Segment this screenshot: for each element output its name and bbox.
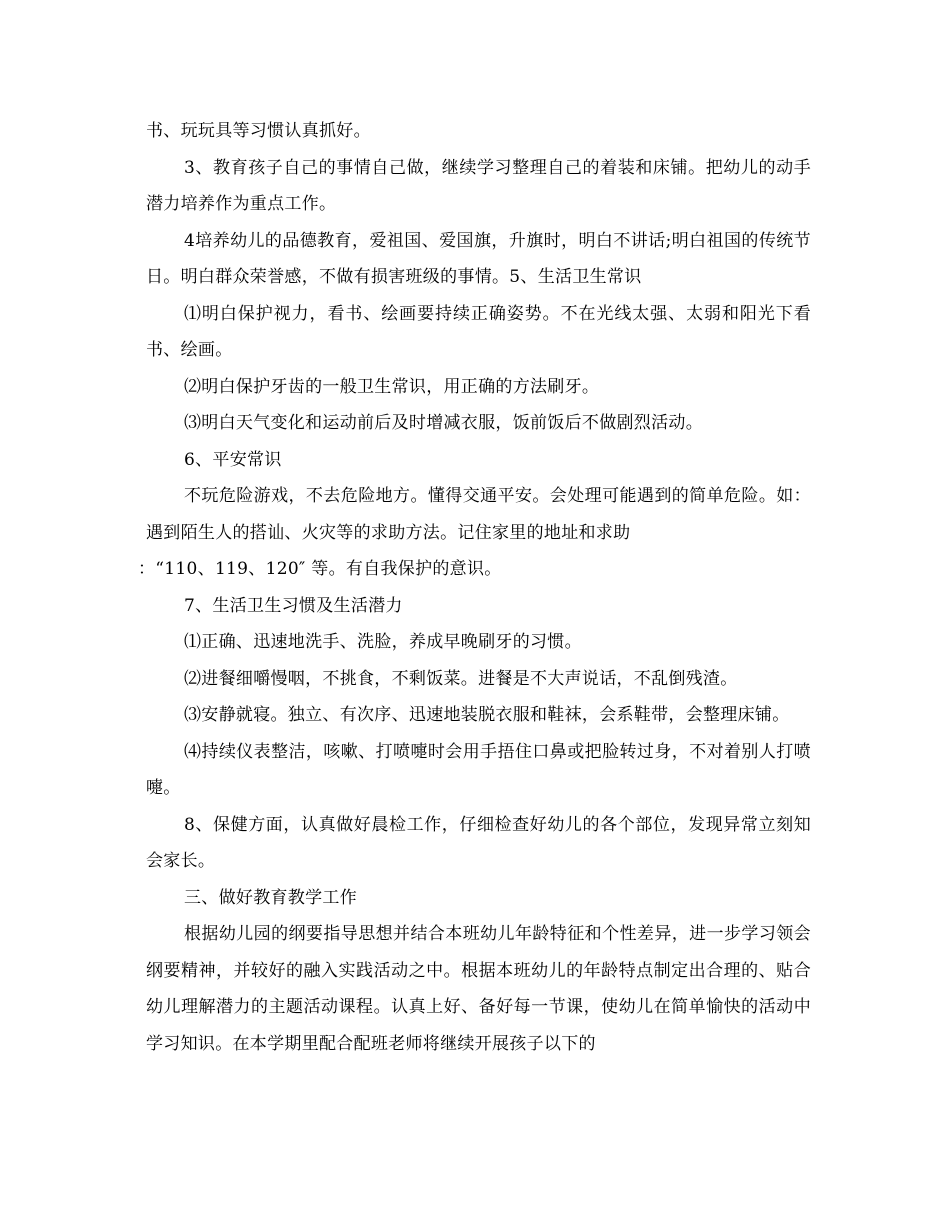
paragraph-sub-3: ⑶明白天气变化和运动前后及时增减衣服，饭前饭后不做剧烈活动。 (184, 413, 703, 433)
paragraph-habit-3: ⑶安静就寝。独立、有次序、迅速地装脱衣服和鞋袜，会系鞋带，会整理床铺。 (184, 705, 790, 725)
paragraph-safety-numbers: ：“110、119、120″ 等。有自我保护的意识。 (138, 559, 502, 579)
paragraph-sub-2: ⑵明白保护牙齿的一般卫生常识，用正确的方法刷牙。 (184, 376, 600, 397)
paragraph-habit-4: ⑷持续仪表整洁，咳嗽、打喷嚏时会用手捂住口鼻或把脸转过身，不对着别人打喷嚏。 (146, 741, 811, 798)
paragraph-teaching: 根据幼儿园的纲要指导思想并结合本班幼儿年龄特征和个性差异，进一步学习领会纲要精神，并较好的融入实践活动之中。根据本班幼儿的年龄特点制定出合理的、贴合幼儿理解潜力的主题活动课程。认真上好、备好每一节课，使幼儿在简单愉快的活动中学习知识。在本学期里配合配班老师将继续开展孩子以下的 (146, 924, 811, 1054)
document-body (138, 113, 811, 1062)
paragraph-health: 8、保健方面，认真做好晨检工作，仔细检查好幼儿的各个部位，发现异常立刻知会家长。 (146, 814, 811, 871)
paragraph-1: 书、玩玩具等习惯认真抓好。 (146, 121, 371, 141)
paragraph-habit-1: ⑴正确、迅速地洗手、洗脸，养成早晚刷牙的习惯。 (184, 632, 582, 652)
heading-teaching: 三、做好教育教学工作 (184, 887, 357, 908)
heading-habits: 7、生活卫生习惯及生活潜力 (184, 595, 403, 616)
paragraph-safety: 不玩危险游戏，不去危险地方。懂得交通平安。会处理可能遇到的简单危险。如：遇到陌生人的搭讪、火灾等的求助方法。记住家里的地址和求助 (146, 486, 811, 543)
paragraph-item-3: 3、教育孩子自己的事情自己做，继续学习整理自己的着装和床铺。把幼儿的动手潜力培养作为重点工作。 (146, 157, 811, 214)
paragraph-habit-2: ⑵进餐细嚼慢咽，不挑食，不剩饭菜。进餐是不大声说话，不乱倒残渣。 (184, 668, 738, 689)
paragraph-item-4: 4培养幼儿的品德教育，爱祖国、爱国旗，升旗时，明白不讲话;明白祖国的传统节日。明白群众荣誉感，不做有损害班级的事情。5、生活卫生常识 (146, 230, 811, 287)
paragraph-sub-1: ⑴明白保护视力，看书、绘画要持续正确姿势。不在光线太强、太弱和阳光下看书、绘画。 (146, 303, 811, 360)
heading-safety: 6、平安常识 (184, 449, 282, 470)
